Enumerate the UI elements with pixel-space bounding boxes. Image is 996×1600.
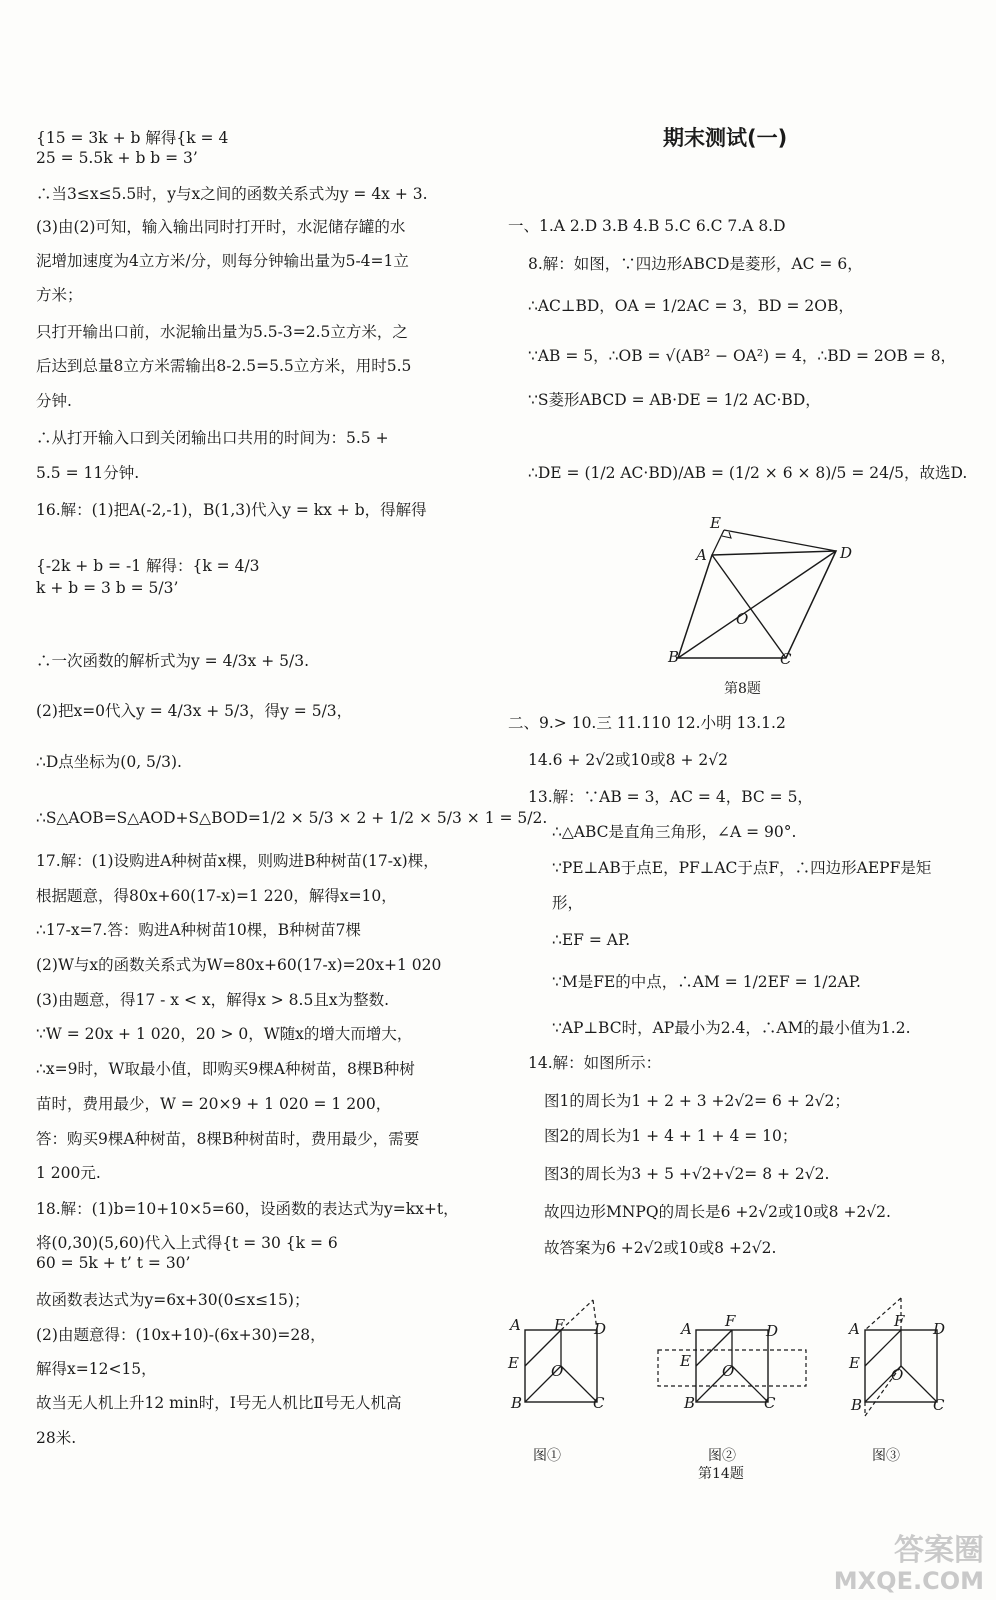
fig14-1-label-F: F (554, 1316, 565, 1334)
right-line: ∵S菱形ABCD = AB·DE = 1/2 AC·BD， (528, 391, 821, 409)
right-line: ∴AC⊥BD，OA = 1/2AC = 3，BD = 2OB， (528, 297, 854, 315)
right-line: ∴△ABC是直角三角形，∠A = 90°. (552, 823, 797, 841)
left-line: 1 200元. (36, 1164, 101, 1182)
fig14-1-label-D: D (594, 1320, 607, 1338)
fig14-3-label-A: A (849, 1320, 860, 1338)
left-line: 根据题意，得80x+60(17-x)=1 220，解得x=10， (36, 887, 397, 905)
figure-14-2-caption: 图② (708, 1448, 736, 1464)
left-line: 苗时，费用最少，W = 20×9 + 1 020 = 1 200， (36, 1095, 392, 1113)
left-line: 故当无人机上升12 min时，Ⅰ号无人机比Ⅱ号无人机高 (36, 1394, 402, 1412)
left-line: (2)把x=0代入y = 4/3x + 5/3，得y = 5/3， (36, 702, 353, 720)
left-line: 17.解：(1)设购进A种树苗x棵，则购进B种树苗(17-x)棵， (36, 852, 439, 870)
right-line: 故答案为6 +2√2或10或8 +2√2. (544, 1239, 777, 1257)
figure-14-3 (843, 1298, 953, 1416)
left-line: 泥增加速度为4立方米/分，则每分钟输出量为5-4=1立 (36, 252, 409, 270)
figure-8-caption: 第8题 (724, 681, 761, 697)
left-line: (3)由题意，得17 - x < x，解得x > 8.5且x为整数. (36, 991, 389, 1009)
left-line: 只打开输出口前，水泥输出量为5.5-3=2.5立方米，之 (36, 323, 408, 341)
left-line: 方米； (36, 286, 83, 304)
right-line: 图2的周长为1 + 4 + 1 + 4 = 10； (544, 1127, 798, 1145)
left-line: ∴17-x=7.答：购进A种树苗10棵，B种树苗7棵 (36, 921, 362, 939)
fig14-3-label-C: C (933, 1396, 945, 1414)
left-line: ∴x=9时，W取最小值，即购买9棵A种树苗，8棵B种树 (36, 1060, 415, 1078)
fig14-2-label-C: C (764, 1394, 776, 1412)
fig8-label-B: B (668, 648, 680, 666)
right-line: ∵AP⊥BC时，AP最小为2.4，∴AM的最小值为1.2. (552, 1019, 911, 1037)
right-line: ∴DE = (1/2 AC·BD)/AB = (1/2 × 6 × 8)/5 = 24/5，故选D. (528, 464, 968, 482)
left-line: ∴从打开输入口到关闭输出口共用的时间为：5.5 + (36, 429, 389, 447)
watermark-url: MXQE.COM (833, 1567, 984, 1595)
right-line: 图1的周长为1 + 2 + 3 +2√2= 6 + 2√2； (544, 1092, 850, 1110)
right-line: 二、9.> 10.三 11.110 12.小明 13.1.2 (508, 714, 786, 732)
right-line: 图3的周长为3 + 5 +√2+√2= 8 + 2√2. (544, 1165, 830, 1183)
right-line: 14.解：如图所示： (528, 1054, 662, 1072)
left-line: {15 = 3k + b 解得{k = 4 (36, 129, 229, 147)
right-line: 一、1.A 2.D 3.B 4.B 5.C 6.C 7.A 8.D (508, 217, 786, 235)
left-line: 后达到总量8立方米需输出8-2.5=5.5立方米，用时5.5 (36, 357, 412, 375)
left-line: 28米. (36, 1429, 77, 1447)
left-line: {-2k + b = -1 解得：{k = 4/3 (36, 557, 260, 575)
right-line: ∴EF = AP. (552, 931, 631, 949)
left-line: ∵W = 20x + 1 020，20 > 0，W随x的增大而增大， (36, 1025, 413, 1043)
right-line: 8.解：如图，∵四边形ABCD是菱形，AC = 6， (528, 255, 863, 273)
left-line: 18.解：(1)b=10+10×5=60，设函数的表达式为y=kx+t， (36, 1200, 459, 1218)
left-line: 将(0,30)(5,60)代入上式得{t = 30 {k = 6 (36, 1234, 338, 1252)
fig14-2-label-O: O (722, 1362, 735, 1380)
left-line: ∴D点坐标为(0, 5/3). (36, 753, 182, 771)
fig8-label-D: D (840, 544, 853, 562)
fig14-1-label-B: B (511, 1394, 523, 1412)
fig14-2-label-E: E (680, 1352, 691, 1370)
left-line: 故函数表达式为y=6x+30(0≤x≤15)； (36, 1291, 310, 1309)
right-line: ∵AB = 5，∴OB = √(AB² − OA²) = 4，∴BD = 2OB = 8， (528, 347, 957, 365)
left-line: ∴一次函数的解析式为y = 4/3x + 5/3. (36, 652, 309, 670)
fig14-3-label-F: F (894, 1312, 905, 1330)
fig14-1-label-O: O (551, 1362, 564, 1380)
left-line: 解得x=12<15， (36, 1360, 157, 1378)
fig8-label-A: A (696, 546, 707, 564)
right-line: 14.6 + 2√2或10或8 + 2√2 (528, 751, 728, 769)
left-line: k + b = 3 b = 5/3’ (36, 579, 179, 597)
left-line: 25 = 5.5k + b b = 3’ (36, 149, 198, 167)
left-line: ∴当3≤x≤5.5时，y与x之间的函数关系式为y = 4x + 3. (36, 185, 428, 203)
left-line: 答：购买9棵A种树苗，8棵B种树苗时，费用最少，需要 (36, 1130, 420, 1148)
left-line: 5.5 = 11分钟. (36, 464, 140, 482)
fig14-3-label-D: D (933, 1320, 946, 1338)
fig8-label-O: O (736, 610, 749, 628)
watermark-logo: 答案圈 (894, 1533, 984, 1568)
left-line: (3)由(2)可知，输入输出同时打开时，水泥储存罐的水 (36, 218, 406, 236)
fig14-1-label-A: A (510, 1316, 521, 1334)
figure-14-3-caption: 图③ (872, 1448, 900, 1464)
fig14-3-label-O: O (891, 1366, 904, 1384)
fig14-1-label-E: E (508, 1354, 519, 1372)
left-line: ∴S△AOB=S△AOD+S△BOD=1/2 × 5/3 × 2 + 1/2 × 5/3 × 1 = 5/2. (36, 809, 548, 827)
figure-14-caption: 第14题 (698, 1466, 744, 1482)
right-line: ∵PE⊥AB于点E，PF⊥AC于点F，∴四边形AEPF是矩 (552, 859, 932, 877)
section-title: 期末测试(一) (663, 126, 788, 150)
right-line: 形， (552, 894, 584, 912)
figure-14-1 (505, 1300, 615, 1410)
fig8-label-C: C (780, 650, 792, 668)
fig14-1-label-C: C (593, 1394, 605, 1412)
left-line: 60 = 5k + t’ t = 30’ (36, 1254, 191, 1272)
left-line: (2)由题意得：(10x+10)-(6x+30)=28， (36, 1326, 326, 1344)
right-line: ∵M是FE的中点，∴AM = 1/2EF = 1/2AP. (552, 973, 861, 991)
left-line: (2)W与x的函数关系式为W=80x+60(17-x)=20x+1 020 (36, 956, 442, 974)
right-line: 13.解：∵AB = 3，AC = 4，BC = 5， (528, 788, 813, 806)
fig14-2-label-F: F (725, 1312, 736, 1330)
fig14-2-label-D: D (766, 1322, 779, 1340)
figure-14-2 (652, 1310, 802, 1410)
fig14-2-label-B: B (684, 1394, 696, 1412)
left-line: 分钟. (36, 392, 72, 410)
fig8-label-E: E (710, 514, 721, 532)
fig14-3-label-B: B (851, 1396, 863, 1414)
fig14-2-label-A: A (681, 1320, 692, 1338)
figure-14-1-caption: 图① (533, 1448, 561, 1464)
watermark (834, 1534, 984, 1594)
left-line: 16.解：(1)把A(-2,-1)，B(1,3)代入y = kx + b，得解得 (36, 501, 427, 519)
fig14-3-label-E: E (849, 1354, 860, 1372)
right-line: 故四边形MNPQ的周长是6 +2√2或10或8 +2√2. (544, 1203, 891, 1221)
